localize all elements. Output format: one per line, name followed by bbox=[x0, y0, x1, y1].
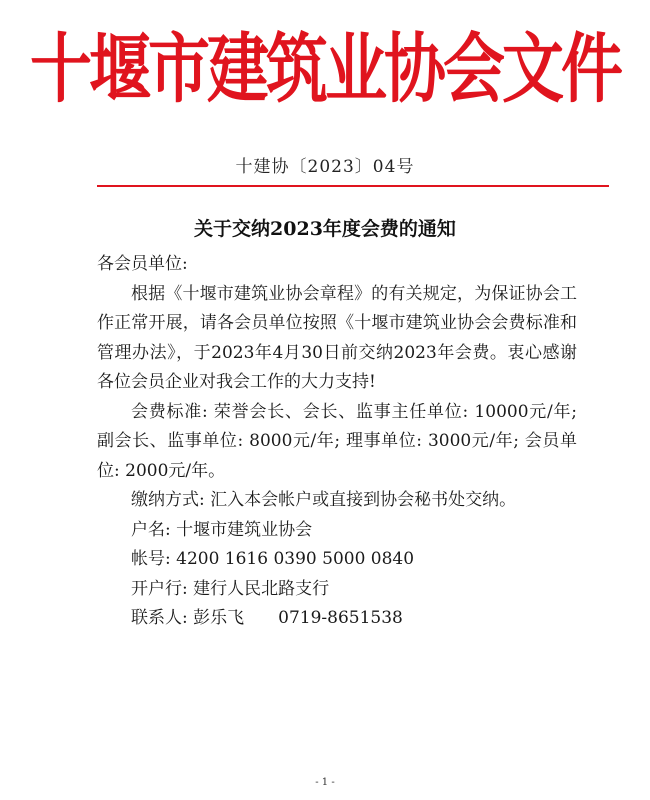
account-number: 帐号: 4200 1616 0390 5000 0840 bbox=[131, 549, 415, 569]
paragraph-fee-standard: 会费标准: 荣誉会长、会长、监事主任单位: 10000元/年; 副会长、监事单位: 8000元/年; 理事单位: 3000元/年; 会员单位: 2000元/年。 bbox=[97, 401, 577, 481]
document-number: 十建协〔2023〕04号 bbox=[235, 157, 415, 177]
page-number: - 1 - bbox=[315, 777, 335, 788]
notice-title: 关于交纳2023年度会费的通知 bbox=[194, 218, 456, 240]
notice-body bbox=[97, 250, 577, 634]
account-bank: 开户行: 建行人民北路支行 bbox=[131, 578, 330, 599]
paragraph-regulation: 根据《十堰市建筑业协会章程》的有关规定，为保证协会工作正常开展，请各会员单位按照《十堰市建筑业协会会费标准和管理办法》，于2023年4月30日前交纳2023年会费。衷心感谢各位会员企业对我会工作的大力支持! bbox=[97, 283, 577, 392]
contact-person: 联系人: 彭乐飞 bbox=[131, 608, 245, 628]
account-name: 户名: 十堰市建筑业协会 bbox=[131, 519, 313, 540]
contact-line bbox=[97, 604, 577, 634]
paragraph-payment-method: 缴纳方式: 汇入本会帐户或直接到协会秘书处交纳。 bbox=[131, 490, 517, 510]
salutation: 各会员单位: bbox=[97, 254, 188, 274]
masthead-title: 十堰市建筑业协会文件 bbox=[29, 24, 620, 114]
contact-phone: 0719-8651538 bbox=[278, 608, 403, 628]
red-divider-line bbox=[97, 185, 609, 187]
